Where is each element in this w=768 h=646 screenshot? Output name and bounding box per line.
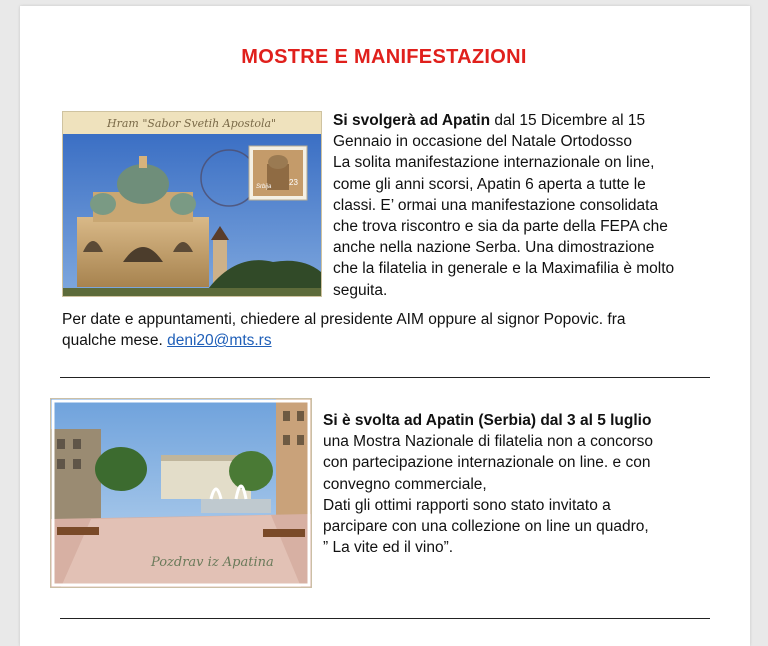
article-1-line: La solita manifestazione internazionale on line, — [333, 154, 655, 172]
article-1-line: Gennaio in occasione del Natale Ortodosso — [333, 133, 632, 151]
article-1-text — [333, 110, 723, 301]
article-1-line: che la filatelia in generale e la Maximafilia è molto — [333, 260, 675, 278]
email-link[interactable]: deni20@mts.rs — [167, 332, 272, 350]
section-divider — [60, 377, 710, 378]
card-script-title: Hram "Sabor Svetih Apostola" — [107, 117, 277, 130]
article-1-lead-rest: dal 15 Dicembre al 15 — [490, 112, 646, 129]
page-title: MOSTRE E MANIFESTAZIONI — [241, 46, 527, 68]
stamp-country: Srbija — [256, 184, 272, 190]
article-2-line: parcipare con una collezione on line un quadro, — [323, 518, 649, 536]
article-2-line: con partecipazione internazionale on line. e con — [323, 454, 651, 472]
article-1-contact — [62, 309, 722, 351]
article-1-line: classi. E’ ormai una manifestazione consolidata — [333, 196, 659, 214]
contact-line-prefix: qualche mese. — [62, 332, 168, 350]
postcard-script-caption: Pozdrav iz Apatina — [151, 555, 274, 570]
article-2-lead: Si è svolta ad Apatin (Serbia) dal 3 al 5 luglio — [323, 412, 652, 429]
stamp-value: 23 — [289, 178, 298, 187]
article-2-text — [323, 410, 723, 558]
article-1-lead — [333, 110, 723, 131]
article-2-line: una Mostra Nazionale di filatelia non a concorso — [323, 433, 653, 451]
article-1-line: che trova riscontro e sia da parte della FEPA che — [333, 218, 668, 236]
section-divider — [60, 618, 710, 619]
apatin-square-postcard-image — [50, 398, 312, 588]
article-1-line: come gli anni scorsi, Apatin 6 aperta a tutte le — [333, 175, 646, 193]
contact-line — [62, 330, 722, 351]
article-2-line: convegno commerciale, — [323, 475, 487, 493]
article-1-line: anche nella nazione Serba. Una dimostrazione — [333, 239, 655, 257]
article-2-line: Dati gli ottimi rapporti sono stato invitato a — [323, 496, 611, 514]
article-1-line: seguita. — [333, 281, 388, 299]
article-1-lead-bold: Si svolgerà ad Apatin — [333, 112, 491, 129]
article-2-line: ” La vite ed il vino”. — [323, 539, 454, 557]
church-maximum-card-image — [62, 111, 322, 297]
contact-line: Per date e appuntamenti, chiedere al presidente AIM oppure al signor Popovic. fra — [62, 311, 626, 328]
